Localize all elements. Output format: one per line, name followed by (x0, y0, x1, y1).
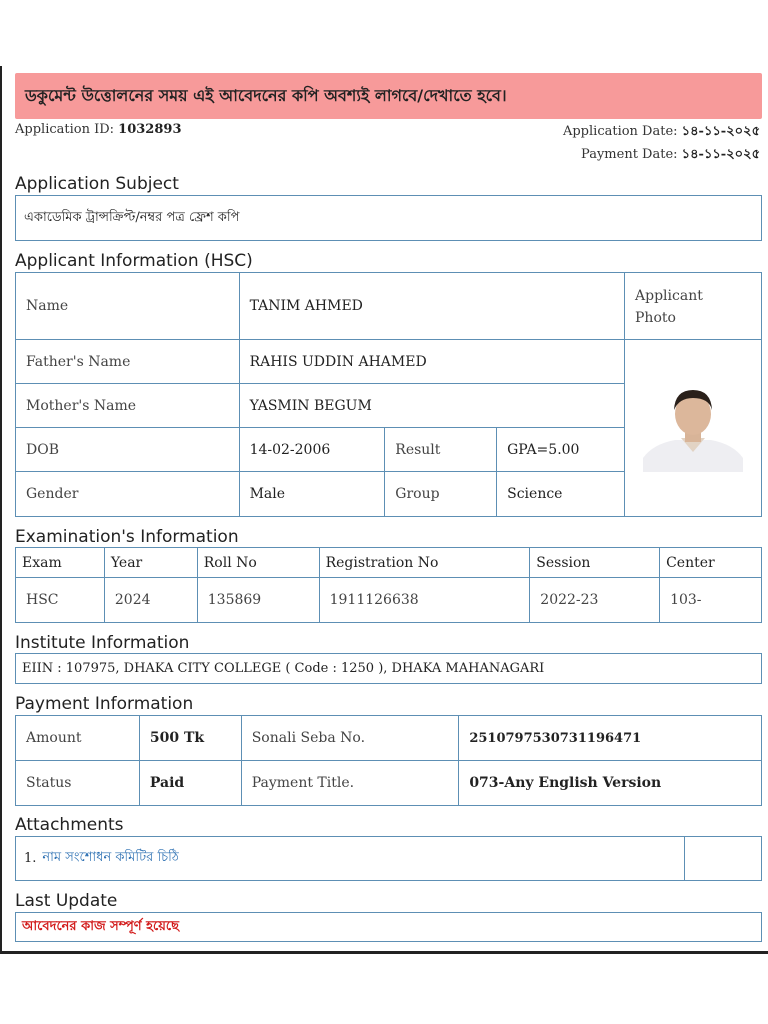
exam-cell: 1911126638 (319, 578, 530, 623)
dob-value: 14-02-2006 (239, 428, 385, 472)
dob-label: DOB (16, 428, 240, 472)
amount-value: 500 Tk (139, 716, 241, 761)
seba-label: Sonali Seba No. (241, 716, 459, 761)
payment-date-label: Payment Date: (581, 147, 678, 162)
attachment-divider (684, 837, 685, 880)
last-update-box (15, 912, 762, 942)
payment-table (15, 715, 762, 806)
last-update-value: আবেদনের কাজ সম্পূর্ণ হয়েছে (22, 918, 179, 934)
photo-label (625, 273, 762, 340)
exam-cell: 2022-23 (530, 578, 660, 623)
exam-header: Center (660, 548, 762, 578)
institute-box (15, 653, 762, 684)
exam-header: Year (104, 548, 197, 578)
institute-title: Institute Information (15, 633, 190, 653)
applicant-photo (643, 380, 743, 472)
exam-header: Session (530, 548, 660, 578)
subject-title: Application Subject (15, 174, 179, 194)
exam-cell: 135869 (197, 578, 319, 623)
exam-table (15, 547, 762, 623)
institute-value: EIIN : 107975, DHAKA CITY COLLEGE ( Code : 1250 ), DHAKA MAHANAGARI (22, 661, 545, 676)
payment-title-value: 073-Any English Version (459, 761, 762, 806)
mother-label: Mother's Name (16, 384, 240, 428)
status-label: Status (16, 761, 140, 806)
group-label: Group (385, 472, 497, 517)
application-id-value: 1032893 (118, 122, 182, 137)
application-id (15, 122, 182, 137)
exam-header: Exam (16, 548, 105, 578)
payment-date-value: ১৪-১১-২০২৫ (681, 147, 760, 162)
photo-label-line1: Applicant (635, 288, 703, 304)
attachments-title: Attachments (15, 815, 124, 835)
amount-label: Amount (16, 716, 140, 761)
applicant-title: Applicant Information (HSC) (15, 251, 253, 271)
group-value: Science (497, 472, 625, 517)
result-value: GPA=5.00 (497, 428, 625, 472)
payment-date (581, 145, 760, 166)
last-update-title: Last Update (15, 891, 118, 911)
name-value: TANIM AHMED (239, 273, 624, 340)
payment-title-label: Payment Title. (241, 761, 459, 806)
status-value: Paid (139, 761, 241, 806)
exam-cell: 103- (660, 578, 762, 623)
name-label: Name (16, 273, 240, 340)
mother-value: YASMIN BEGUM (239, 384, 624, 428)
gender-value: Male (239, 472, 385, 517)
payment-title: Payment Information (15, 694, 194, 714)
father-label: Father's Name (16, 340, 240, 384)
application-date-value: ১৪-১১-২০২৫ (681, 124, 760, 139)
applicant-table (15, 272, 762, 517)
exam-header: Roll No (197, 548, 319, 578)
application-date-label: Application Date: (562, 124, 678, 139)
subject-value: একাডেমিক ট্রান্সক্রিপ্ট/নম্বর পত্র ফ্রেশ কপি (24, 209, 240, 225)
notice-banner: ডকুমেন্ট উত্তোলনের সময় এই আবেদনের কপি অবশ্যই লাগবে/দেখাতে হবে। (15, 73, 762, 119)
exam-cell: 2024 (104, 578, 197, 623)
subject-box (15, 195, 762, 241)
result-label: Result (385, 428, 497, 472)
father-value: RAHIS UDDIN AHAMED (239, 340, 624, 384)
seba-value: 2510797530731196471 (459, 716, 762, 761)
exam-header: Registration No (319, 548, 530, 578)
application-id-label: Application ID: (15, 122, 115, 137)
applicant-photo-cell (625, 340, 762, 517)
application-date (563, 122, 760, 143)
gender-label: Gender (16, 472, 240, 517)
photo-label-line2: Photo (635, 310, 676, 326)
attachments-box (15, 836, 762, 881)
attachment-number: 1. (24, 851, 37, 866)
exam-cell: HSC (16, 578, 105, 623)
exam-title: Examination's Information (15, 527, 239, 547)
attachment-link[interactable]: নাম সংশোধন কমিটির চিঠি (42, 850, 179, 865)
